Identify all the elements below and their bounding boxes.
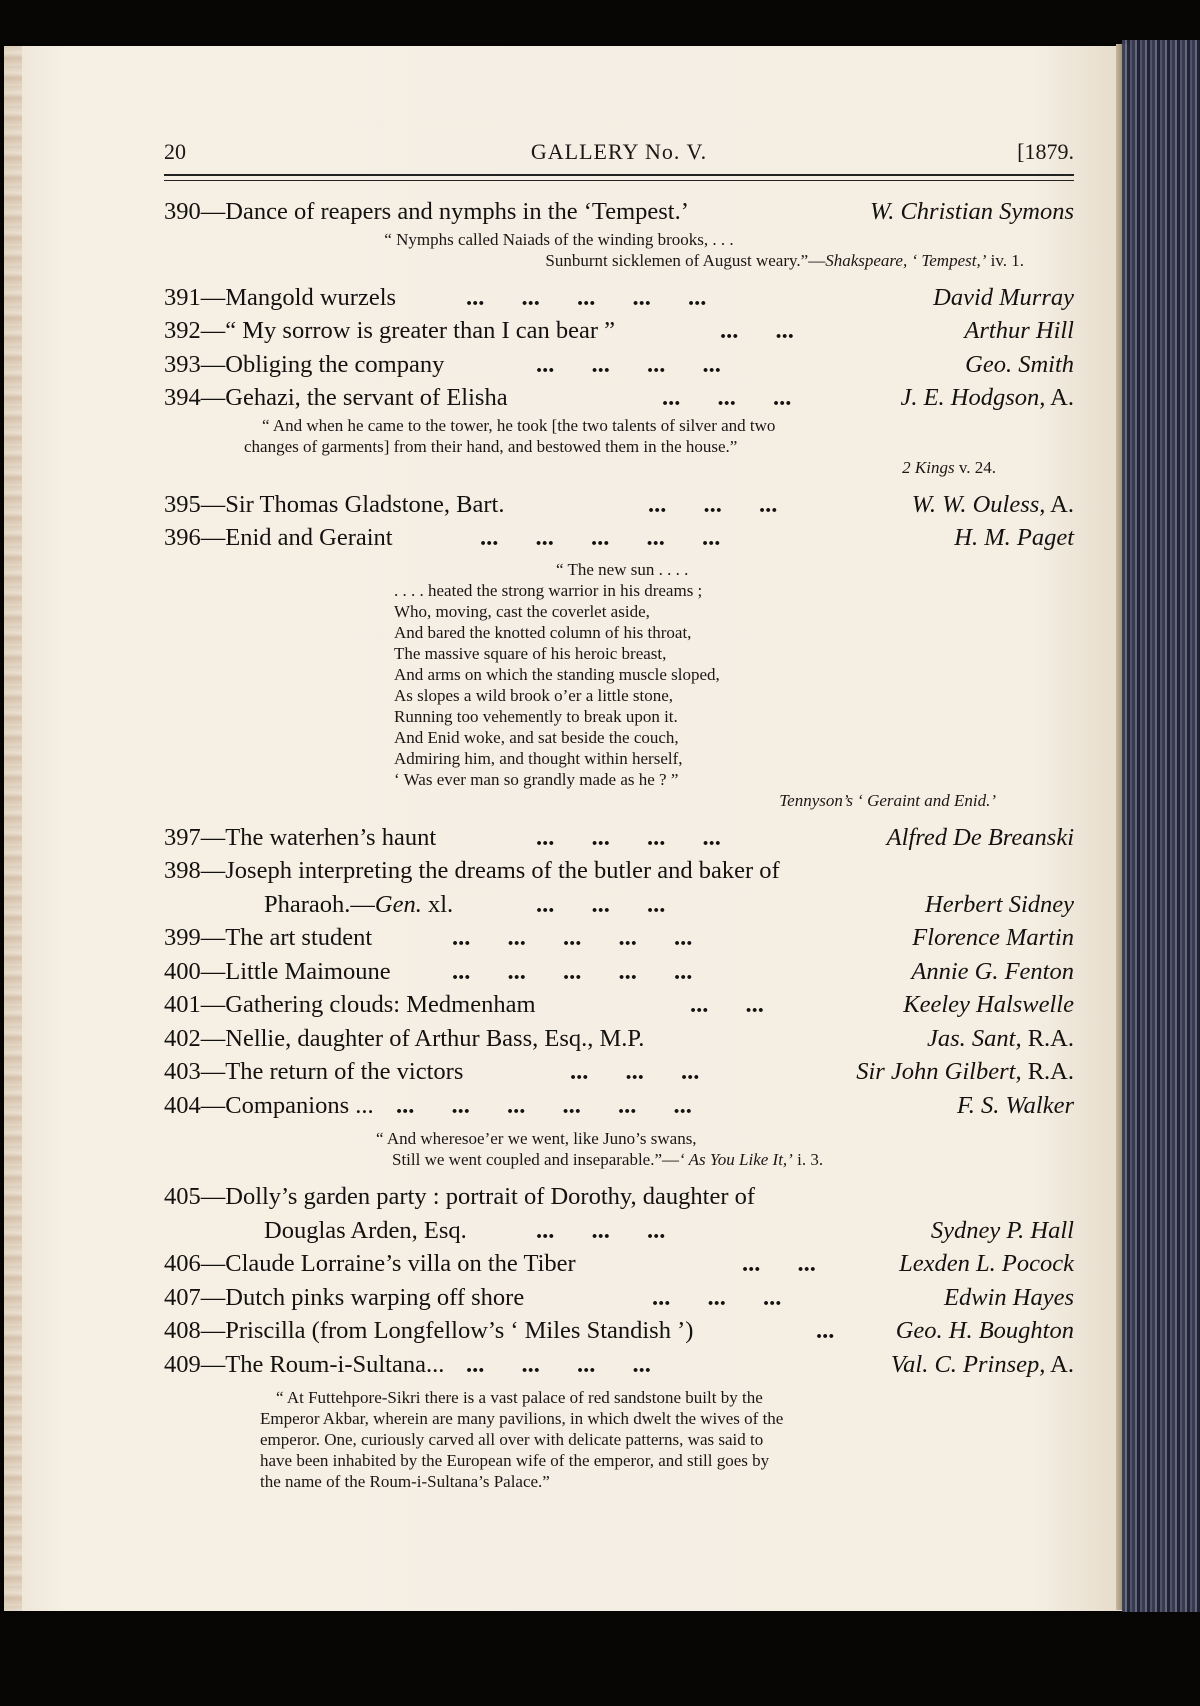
leader-dots: ... ...: [742, 1250, 816, 1277]
artist-name: Val. C. Prinsep,: [890, 1350, 1046, 1378]
quote-394: [164, 415, 1074, 478]
catalogue-entry-395: [164, 488, 1074, 522]
entry-title: 390—Dance of reapers and nymphs in the ‘Tempest.’: [164, 198, 689, 225]
quote-source: 2 Kings: [902, 457, 955, 477]
entry-title-cont: Douglas Arden, Esq.: [264, 1216, 467, 1244]
entry-artist: Alfred De Breanski: [886, 823, 1074, 851]
catalogue-entry-399: [164, 921, 1074, 955]
quote-409: [164, 1387, 1074, 1492]
quote-line: emperor. One, curiously carved all over with delicate patterns, was said to: [260, 1430, 764, 1449]
entry-artist: [856, 1055, 1074, 1089]
quote-line: “ And when he came to the tower, he took [the two talents of silver and two: [262, 415, 776, 435]
quote-ref: iv. 1.: [986, 250, 1024, 270]
entry-title: 400—Little Maimoune: [164, 957, 391, 985]
catalogue-entry-396: [164, 521, 1074, 555]
catalogue-entry-403: [164, 1055, 1074, 1089]
quote-line: [164, 1149, 1074, 1170]
quote-line: [164, 250, 1074, 271]
leader-dots: ... ... ... ... ...: [452, 957, 693, 985]
entry-artist: Geo. H. Boughton: [895, 1317, 1074, 1344]
entry-artist: [927, 1022, 1074, 1056]
leader-dots: ... ... ...: [536, 890, 666, 918]
catalogue-entry-402: [164, 1022, 1074, 1056]
poem-line: Who, moving, cast the coverlet aside,: [394, 601, 650, 621]
catalogue-entry-392: [164, 314, 1074, 348]
entry-title: 405—Dolly’s garden party : portrait of Dorothy, daughter of: [164, 1183, 756, 1210]
catalogue-entry-406: [164, 1247, 1074, 1281]
quote-line: “ At Futtehpore-Sikri there is a vast palace of red sandstone built by the: [276, 1388, 763, 1407]
entry-artist: Florence Martin: [912, 924, 1074, 951]
leader-dots: ... ... ...: [570, 1058, 700, 1085]
artist-name: Sir John Gilbert,: [856, 1058, 1022, 1085]
title-ref: Gen.: [374, 890, 422, 918]
entry-artist: Geo. Smith: [965, 350, 1074, 378]
artist-suffix: R.A.: [1021, 1024, 1074, 1052]
entry-title: 408—Priscilla (from Longfellow’s ‘ Miles Standish ’): [164, 1317, 694, 1344]
quote-line: the name of the Roum-i-Sultana’s Palace.”: [260, 1472, 550, 1491]
leader-dots: ... ... ...: [652, 1283, 782, 1311]
quote-line: changes of garments] from their hand, and bestowed them in the house.”: [244, 436, 738, 456]
poem-line: The massive square of his heroic breast,: [394, 643, 667, 663]
catalogue-entry-407: [164, 1281, 1074, 1315]
quote-line: have been inhabited by the European wife of the emperor, and still goes by: [260, 1451, 770, 1470]
catalogue-entry-393: [164, 348, 1074, 382]
entry-title: 401—Gathering clouds: Medmenham: [164, 991, 536, 1018]
leader-dots: ... ... ... ... ... ...: [396, 1091, 692, 1119]
leader-dots: ... ... ...: [536, 1216, 666, 1244]
entry-title: 399—The art student: [164, 924, 373, 951]
catalogue-entry-408: [164, 1314, 1074, 1348]
quote-ref: i. 3.: [792, 1150, 824, 1169]
poem-line: As slopes a wild brook o’er a little stone,: [394, 685, 674, 705]
header-rule: [164, 174, 1074, 176]
leader-dots: ... ... ... ... ...: [466, 283, 707, 311]
catalogue-entry-398: [164, 854, 1074, 921]
catalogue-entry-401: [164, 988, 1074, 1022]
header-rule-thin: [164, 180, 1074, 181]
artist-suffix: A.: [1045, 490, 1074, 518]
entry-artist: Lexden L. Pocock: [899, 1250, 1074, 1277]
quote-source: Tennyson’s ‘ Geraint and Enid.’: [779, 790, 996, 810]
poem-line: Running too vehemently to break upon it.: [394, 706, 678, 726]
entry-artist: F. S. Walker: [956, 1091, 1074, 1119]
poem-line: . . . . heated the strong warrior in his dreams ;: [394, 580, 703, 600]
entry-artist: [891, 1348, 1074, 1382]
artist-name: Jas. Sant,: [926, 1024, 1022, 1052]
leader-dots: ... ...: [720, 317, 794, 344]
leader-dots: ... ... ... ...: [466, 1350, 651, 1378]
poem-line: Admiring him, and thought within herself,: [394, 748, 683, 768]
quote-line: Emperor Akbar, wherein are many pavilions, in which dwelt the wives of the: [260, 1409, 784, 1428]
quote-line: “ Nymphs called Naiads of the winding brooks, . . .: [384, 229, 734, 249]
artist-suffix: A.: [1045, 1350, 1074, 1378]
entry-title: 395—Sir Thomas Gladstone, Bart.: [164, 490, 505, 518]
entry-title: 407—Dutch pinks warping off shore: [164, 1283, 525, 1311]
poem-line: And bared the knotted column of his throat,: [394, 622, 692, 642]
entry-artist: Edwin Hayes: [944, 1283, 1074, 1311]
entry-title: 391—Mangold wurzels: [164, 283, 397, 311]
leader-dots: ...: [816, 1317, 835, 1344]
artist-name: W. W. Ouless,: [911, 490, 1046, 518]
book-cover-edge: [1122, 40, 1200, 1612]
quote-text: Sunburnt sicklemen of August weary.”—: [545, 250, 826, 270]
year-label: [1879.: [1017, 139, 1074, 164]
artist-suffix: A.: [1045, 384, 1074, 411]
catalogue-list: [164, 195, 1074, 1492]
catalogue-entry-397: [164, 821, 1074, 855]
entry-title: 402—Nellie, daughter of Arthur Bass, Esq., M.P.: [164, 1024, 645, 1052]
entry-artist: Arthur Hill: [964, 317, 1074, 344]
title-text: Pharaoh.—: [264, 890, 375, 918]
quote-line: “ And wheresoe’er we went, like Juno’s swans,: [376, 1129, 697, 1148]
quote-source: ‘ As You Like It,’: [679, 1150, 793, 1169]
entry-title-cont: [264, 888, 453, 922]
catalogue-entry-390: [164, 195, 1074, 229]
quote-396: [164, 559, 1074, 811]
page-number: 20: [164, 139, 186, 164]
poem-line: And Enid woke, and sat beside the couch,: [394, 727, 679, 747]
quote-source: Shakspeare, ‘ Tempest,’: [825, 250, 987, 270]
title-ref-num: xl.: [421, 890, 454, 918]
entry-artist: David Murray: [933, 283, 1074, 311]
entry-title: 403—The return of the victors: [164, 1058, 464, 1085]
running-header: [164, 139, 1074, 169]
catalogue-entry-394: [164, 381, 1074, 415]
catalogue-entry-400: [164, 955, 1074, 989]
artist-suffix: R.A.: [1021, 1058, 1074, 1085]
entry-title: 409—The Roum-i-Sultana...: [164, 1350, 445, 1378]
poem-line: ‘ Was ever man so grandly made as he ? ”: [394, 769, 679, 789]
entry-artist: Herbert Sidney: [925, 890, 1074, 918]
quote-404: [164, 1128, 1074, 1170]
quote-390: [164, 229, 1074, 271]
page-title: GALLERY No. V.: [530, 139, 708, 164]
leader-dots: ... ... ... ... ...: [452, 924, 693, 951]
quote-line: [164, 457, 1074, 478]
catalogue-entry-409: [164, 1348, 1074, 1382]
entry-title: 396—Enid and Geraint: [164, 524, 393, 551]
entry-title: 393—Obliging the company: [164, 350, 445, 378]
quote-line: “ The new sun . . . .: [556, 559, 689, 579]
leader-dots: ... ... ...: [662, 384, 792, 411]
entry-artist: Sydney P. Hall: [930, 1216, 1074, 1244]
entry-title: 392—“ My sorrow is greater than I can bear ”: [164, 317, 616, 344]
quote-ref: v. 24.: [954, 457, 996, 477]
leader-dots: ... ... ...: [648, 490, 778, 518]
leader-dots: ... ... ... ... ...: [480, 524, 721, 551]
catalogue-entry-404: [164, 1089, 1074, 1123]
entry-artist: [900, 381, 1074, 415]
leader-dots: ... ...: [690, 991, 764, 1018]
entry-artist: Annie G. Fenton: [911, 957, 1074, 985]
catalogue-entry-391: [164, 281, 1074, 315]
entry-title: 404—Companions ...: [164, 1091, 374, 1119]
leader-dots: ... ... ... ...: [536, 823, 721, 851]
catalogue-entry-405: [164, 1180, 1074, 1247]
entry-title: 406—Claude Lorraine’s villa on the Tiber: [164, 1250, 576, 1277]
poem-line: And arms on which the standing muscle sloped,: [394, 664, 720, 684]
poem-block: [394, 580, 1074, 790]
entry-artist: H. M. Paget: [954, 524, 1074, 551]
entry-title: 397—The waterhen’s haunt: [164, 823, 437, 851]
entry-title: 398—Joseph interpreting the dreams of the butler and baker of: [164, 857, 780, 884]
artist-name: J. E. Hodgson,: [900, 384, 1046, 411]
leader-dots: ... ... ... ...: [536, 350, 721, 378]
entry-artist: Keeley Halswelle: [903, 991, 1074, 1018]
entry-artist: [912, 488, 1074, 522]
quote-text: Still we went coupled and inseparable.”—: [392, 1150, 680, 1169]
entry-artist: W. Christian Symons: [870, 198, 1074, 225]
entry-title: 394—Gehazi, the servant of Elisha: [164, 384, 508, 411]
